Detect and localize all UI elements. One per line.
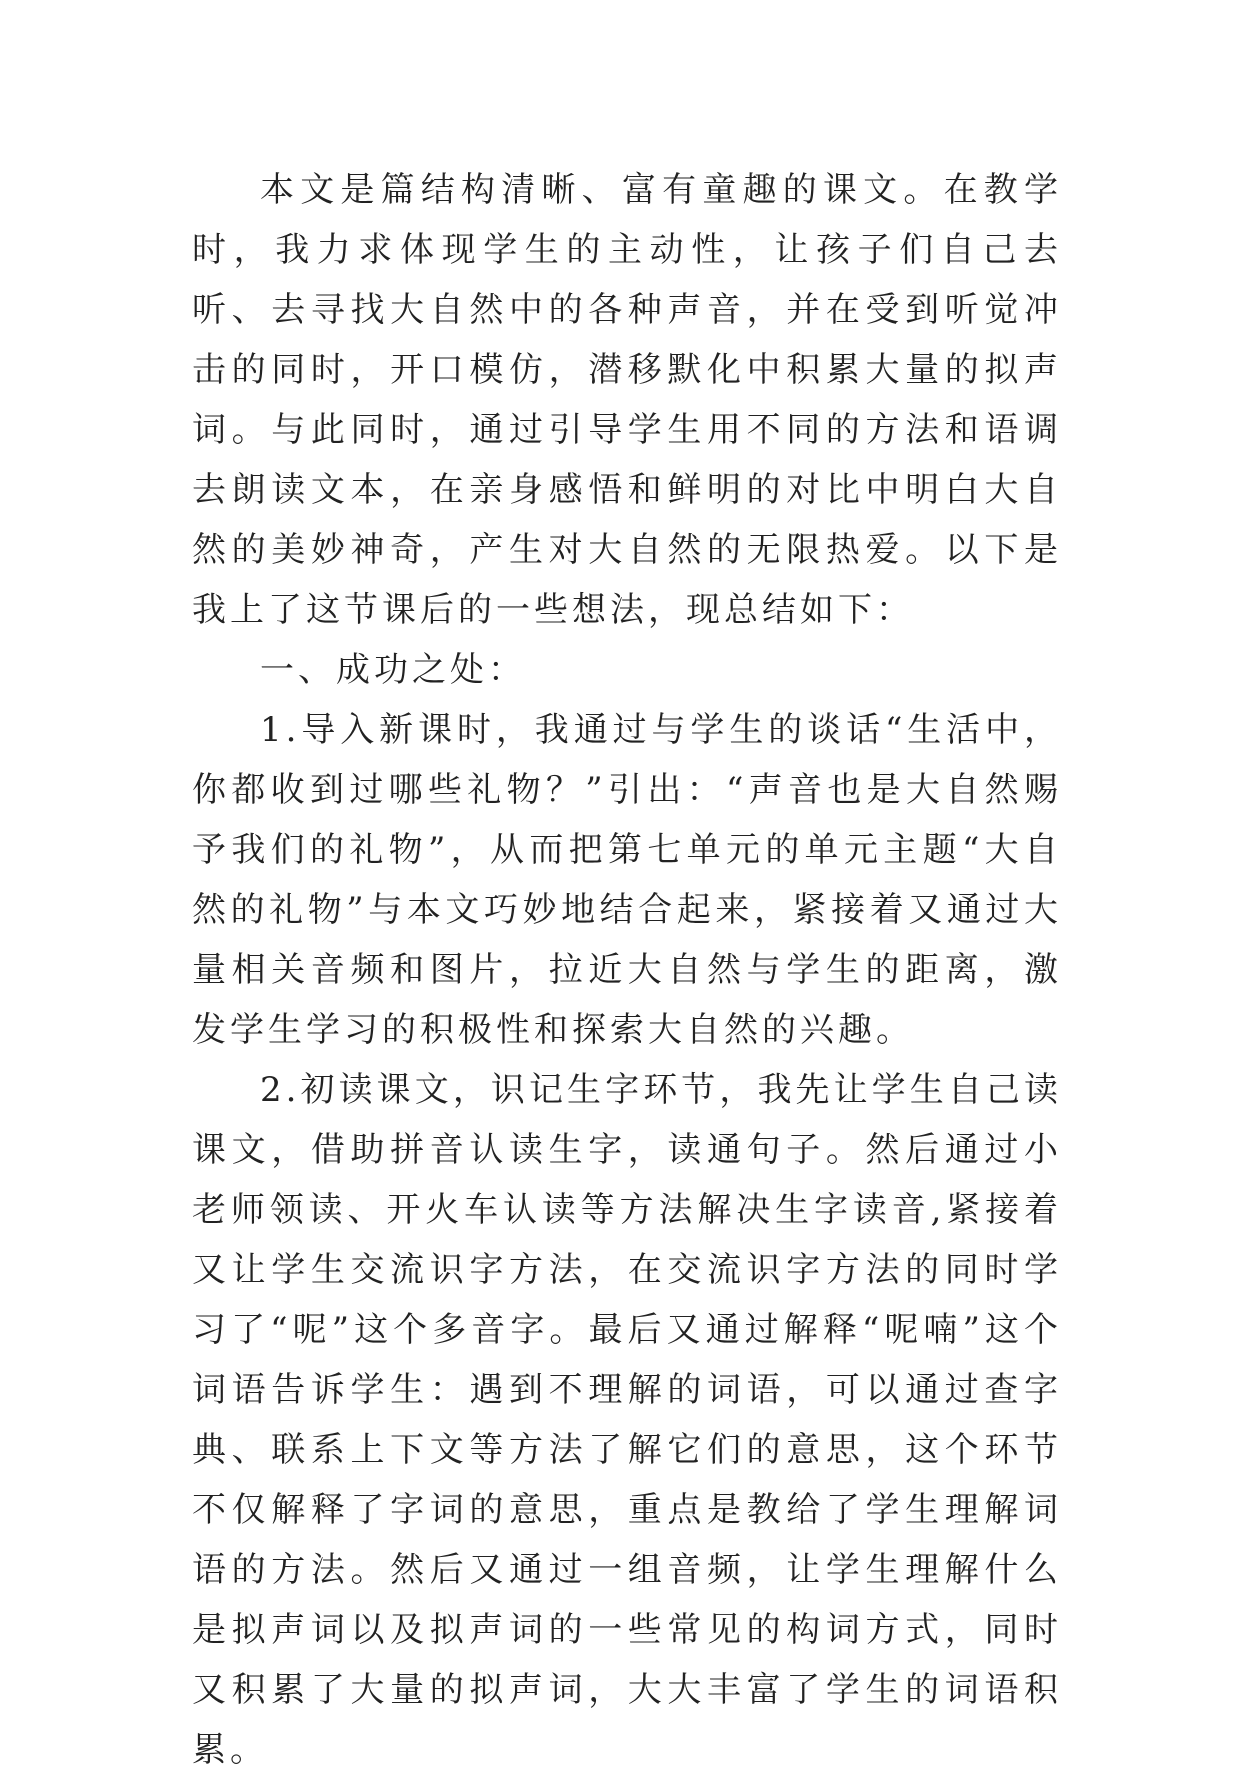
paragraph-point-2: 2.初读课文，识记生字环节，我先让学生自己读课文，借助拼音认读生字，读通句子。然后通过小老师领读、开火车认读等方法解决生字读音,紧接着又让学生交流识字方法，在交流识字方法的同时学习了“呢”这个多音字。最后又通过解释“呢喃”这个词语告诉学生：遇到不理解的词语，可以通过查字典、联系上下文等方法了解它们的意思，这个环节不仅解释了字词的意思，重点是教给了学生理解词语的方法。然后又通过一组音频，让学生理解什么是拟声词以及拟声词的一些常见的构词方式，同时又积累了大量的拟声词，大大丰富了学生的词语积累。	[192, 1070, 1062, 1770]
paragraph-point-1: 1.导入新课时，我通过与学生的谈话“生活中，你都收到过哪些礼物？”引出：“声音也是大自然赐予我们的礼物”，从而把第七单元的单元主题“大自然的礼物”与本文巧妙地结合起来，紧接着又通过大量相关音频和图片，拉近大自然与学生的距离，激发学生学习的积极性和探索大自然的兴趣。	[192, 710, 1062, 1050]
section-heading-successes: 一、成功之处：	[260, 650, 526, 690]
paragraph-intro: 本文是篇结构清晰、富有童趣的课文。在教学时，我力求体现学生的主动性，让孩子们自己去听、去寻找大自然中的各种声音，并在受到听觉冲击的同时，开口模仿，潜移默化中积累大量的拟声词。与此同时，通过引导学生用不同的方法和语调去朗读文本，在亲身感悟和鲜明的对比中明白大自然的美妙神奇，产生对大自然的无限热爱。以下是我上了这节课后的一些想法，现总结如下：	[192, 170, 1062, 630]
body-text	[192, 160, 1062, 1780]
